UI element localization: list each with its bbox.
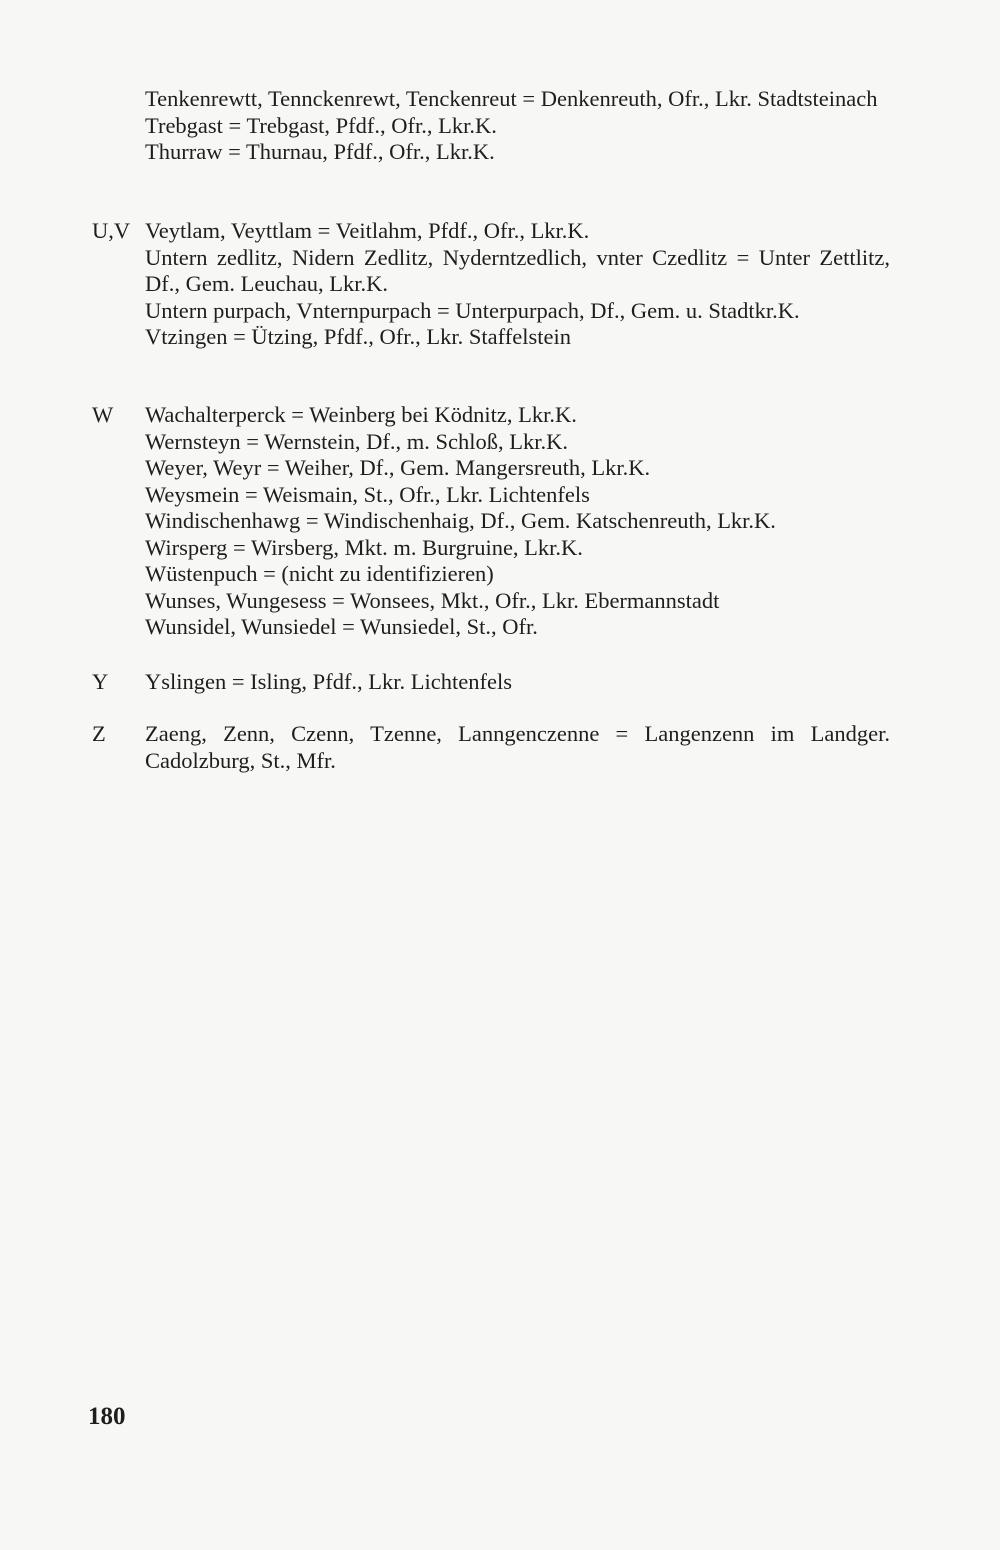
entry-trebgast: Trebgast = Trebgast, Pfdf., Ofr., Lkr.K. (145, 112, 497, 138)
entry-list (145, 86, 890, 166)
entry-uetzing: Vtzingen = Ützing, Pfdf., Ofr., Lkr. Staffelstein (145, 324, 571, 349)
entry-wirsberg: Wirsperg = Wirsberg, Mkt. m. Burgruine, Lkr.K. (145, 534, 583, 560)
entry-weinberg: Wachalterperck = Weinberg bei Ködnitz, Lkr.K. (145, 402, 577, 427)
page-number: 180 (88, 1403, 126, 1430)
entry-wuestenpuch: Wüstenpuch = (nicht zu identifizieren) (145, 561, 494, 586)
entry-wonsees: Wunses, Wungesess = Wonsees, Mkt., Ofr., Lkr. Ebermannstadt (145, 587, 720, 613)
entry-weismain: Weysmein = Weismain, St., Ofr., Lkr. Lichtenfels (145, 481, 590, 507)
section-letter: Z (92, 721, 106, 746)
section-letter: Y (92, 669, 109, 694)
entry-weiher: Weyer, Weyr = Weiher, Df., Gem. Mangersreuth, Lkr.K. (145, 455, 651, 480)
entry-unterpurpach: Untern purpach, Vnternpurpach = Unterpurpach, Df., Gem. u. Stadtkr.K. (145, 297, 800, 323)
entry-unter-zettlitz: Untern zedlitz, Nidern Zedlitz, Nyderntzedlich, vnter Czedlitz = Unter Zettlitz, Df., Gem. Leuchau, Lkr.K. (145, 244, 890, 296)
entry-list (145, 218, 890, 351)
entry-wunsiedel: Wunsidel, Wunsiedel = Wunsiedel, St., Ofr. (145, 614, 538, 639)
section-letter: W (92, 402, 114, 427)
entry-wernstein: Wernsteyn = Wernstein, Df., m. Schloß, Lkr.K. (145, 428, 568, 454)
entry-denkenreuth: Tenkenrewtt, Tennckenrewt, Tenckenreut = Denkenreuth, Ofr., Lkr. Stadtsteinach (145, 86, 878, 111)
entry-veitlahm: Veytlam, Veyttlam = Veitlahm, Pfdf., Ofr., Lkr.K. (145, 218, 590, 243)
entry-thurnau: Thurraw = Thurnau, Pfdf., Ofr., Lkr.K. (145, 139, 495, 164)
section-letter: U,V (92, 218, 131, 243)
entry-windischenhaig: Windischenhawg = Windischenhaig, Df., Gem. Katschenreuth, Lkr.K. (145, 508, 776, 533)
entry-langenzenn: Zaeng, Zenn, Czenn, Tzenne, Lanngenczenne = Langenzenn im Landger. Cadolzburg, St., Mfr. (145, 721, 890, 773)
entry-list (145, 669, 890, 696)
entry-list (145, 402, 890, 641)
entry-list (145, 721, 890, 774)
entry-isling: Yslingen = Isling, Pfdf., Lkr. Lichtenfels (145, 669, 513, 694)
